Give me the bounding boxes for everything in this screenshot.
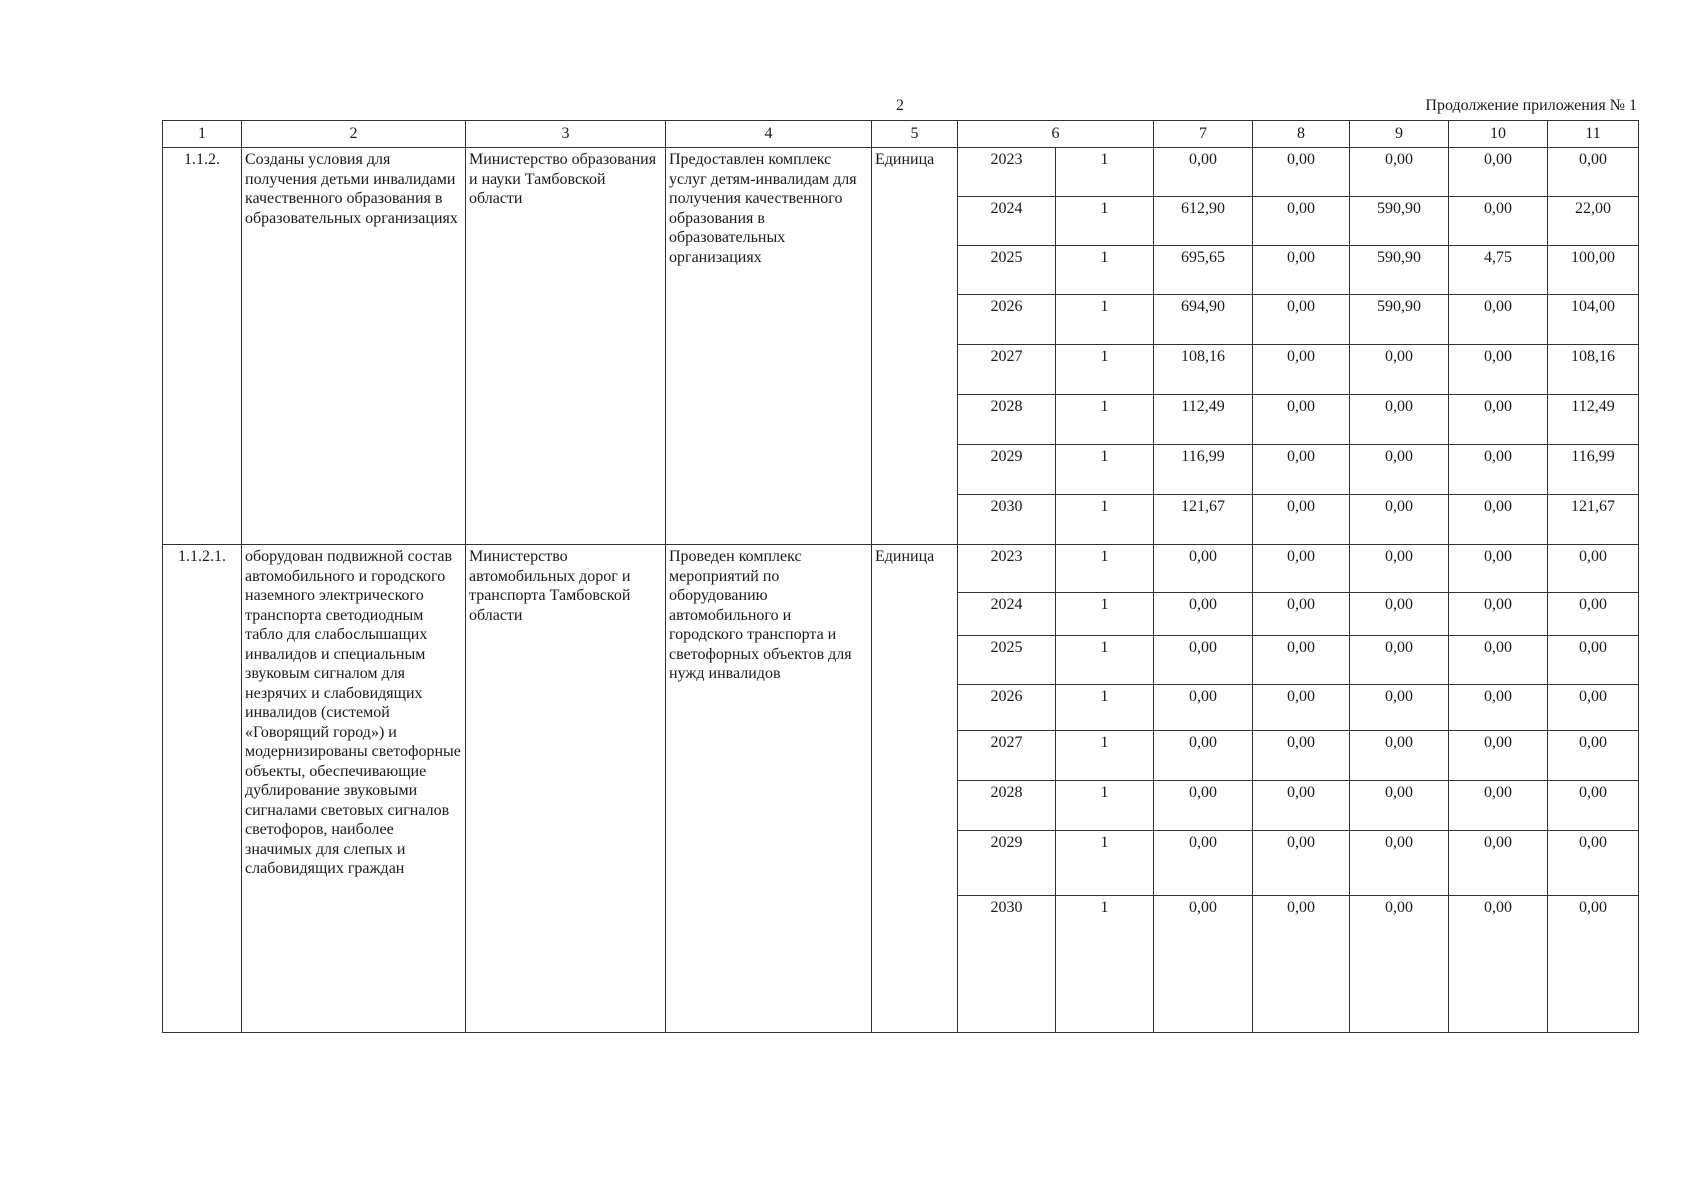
count-cell: 1 <box>1056 831 1154 896</box>
year-cell: 2025 <box>958 636 1056 685</box>
header-cell-9: 9 <box>1350 121 1449 148</box>
value-col-8: 0,00 <box>1253 593 1350 636</box>
table-row <box>163 545 1639 593</box>
value-col-7: 121,67 <box>1154 495 1253 545</box>
value-col-8: 0,00 <box>1253 345 1350 395</box>
item-unit: Единица <box>872 148 958 545</box>
value-col-8: 0,00 <box>1253 731 1350 781</box>
value-col-10: 0,00 <box>1449 495 1548 545</box>
value-col-9: 590,90 <box>1350 295 1449 345</box>
header-cell-6: 6 <box>958 121 1154 148</box>
item-result: Предоставлен комплекс услуг детям-инвалидам для получения качественного образования в образовательных организациях <box>666 148 872 545</box>
value-col-9: 0,00 <box>1350 148 1449 197</box>
year-cell: 2027 <box>958 345 1056 395</box>
value-col-11: 0,00 <box>1548 545 1639 593</box>
count-cell: 1 <box>1056 246 1154 295</box>
value-col-9: 0,00 <box>1350 395 1449 445</box>
value-col-10: 0,00 <box>1449 545 1548 593</box>
item-name: Созданы условия для получения детьми инвалидами качественного образования в образовательных организациях <box>242 148 466 545</box>
count-cell: 1 <box>1056 545 1154 593</box>
value-col-11: 104,00 <box>1548 295 1639 345</box>
header-cell-2: 2 <box>242 121 466 148</box>
value-col-8: 0,00 <box>1253 148 1350 197</box>
page-number: 2 <box>896 97 904 114</box>
value-col-9: 0,00 <box>1350 781 1449 831</box>
count-cell: 1 <box>1056 345 1154 395</box>
item-unit: Единица <box>872 545 958 1033</box>
value-col-11: 116,99 <box>1548 445 1639 495</box>
value-col-8: 0,00 <box>1253 495 1350 545</box>
count-cell: 1 <box>1056 495 1154 545</box>
value-col-10: 0,00 <box>1449 197 1548 246</box>
value-col-9: 0,00 <box>1350 445 1449 495</box>
value-col-11: 108,16 <box>1548 345 1639 395</box>
value-col-7: 112,49 <box>1154 395 1253 445</box>
value-col-10: 0,00 <box>1449 593 1548 636</box>
header-cell-4: 4 <box>666 121 872 148</box>
year-cell: 2029 <box>958 445 1056 495</box>
value-col-8: 0,00 <box>1253 685 1350 731</box>
year-cell: 2029 <box>958 831 1056 896</box>
header-cell-5: 5 <box>872 121 958 148</box>
value-col-11: 100,00 <box>1548 246 1639 295</box>
value-col-8: 0,00 <box>1253 246 1350 295</box>
year-cell: 2024 <box>958 593 1056 636</box>
value-col-9: 0,00 <box>1350 896 1449 1033</box>
value-col-10: 0,00 <box>1449 831 1548 896</box>
value-col-11: 112,49 <box>1548 395 1639 445</box>
continuation-note: Продолжение приложения № 1 <box>1425 97 1637 114</box>
value-col-8: 0,00 <box>1253 896 1350 1033</box>
year-cell: 2023 <box>958 545 1056 593</box>
year-cell: 2030 <box>958 896 1056 1033</box>
value-col-7: 0,00 <box>1154 685 1253 731</box>
count-cell: 1 <box>1056 896 1154 1033</box>
header-cell-3: 3 <box>466 121 666 148</box>
value-col-7: 116,99 <box>1154 445 1253 495</box>
value-col-11: 0,00 <box>1548 636 1639 685</box>
value-col-9: 0,00 <box>1350 731 1449 781</box>
value-col-9: 0,00 <box>1350 636 1449 685</box>
header-row <box>163 121 1639 148</box>
value-col-10: 0,00 <box>1449 685 1548 731</box>
value-col-11: 22,00 <box>1548 197 1639 246</box>
value-col-11: 0,00 <box>1548 593 1639 636</box>
header-cell-11: 11 <box>1548 121 1639 148</box>
count-cell: 1 <box>1056 593 1154 636</box>
value-col-7: 612,90 <box>1154 197 1253 246</box>
value-col-7: 0,00 <box>1154 896 1253 1033</box>
year-cell: 2028 <box>958 395 1056 445</box>
year-cell: 2026 <box>958 685 1056 731</box>
value-col-10: 0,00 <box>1449 345 1548 395</box>
value-col-10: 0,00 <box>1449 636 1548 685</box>
item-code: 1.1.2.1. <box>163 545 242 1033</box>
value-col-11: 0,00 <box>1548 896 1639 1033</box>
value-col-8: 0,00 <box>1253 295 1350 345</box>
header-cell-10: 10 <box>1449 121 1548 148</box>
header-cell-8: 8 <box>1253 121 1350 148</box>
value-col-10: 0,00 <box>1449 731 1548 781</box>
header-cell-1: 1 <box>163 121 242 148</box>
value-col-9: 590,90 <box>1350 246 1449 295</box>
value-col-10: 0,00 <box>1449 395 1548 445</box>
header-cell-7: 7 <box>1154 121 1253 148</box>
value-col-10: 0,00 <box>1449 781 1548 831</box>
item-result: Проведен комплекс мероприятий по оборудованию автомобильного и городского транспорта и светофорных объектов для нужд инвалидов <box>666 545 872 1033</box>
value-col-9: 0,00 <box>1350 495 1449 545</box>
count-cell: 1 <box>1056 731 1154 781</box>
count-cell: 1 <box>1056 781 1154 831</box>
value-col-11: 0,00 <box>1548 148 1639 197</box>
value-col-7: 0,00 <box>1154 781 1253 831</box>
count-cell: 1 <box>1056 148 1154 197</box>
value-col-11: 0,00 <box>1548 731 1639 781</box>
value-col-7: 0,00 <box>1154 148 1253 197</box>
count-cell: 1 <box>1056 636 1154 685</box>
value-col-10: 0,00 <box>1449 445 1548 495</box>
value-col-8: 0,00 <box>1253 545 1350 593</box>
value-col-9: 590,90 <box>1350 197 1449 246</box>
value-col-9: 0,00 <box>1350 593 1449 636</box>
value-col-9: 0,00 <box>1350 685 1449 731</box>
value-col-7: 694,90 <box>1154 295 1253 345</box>
value-col-11: 0,00 <box>1548 781 1639 831</box>
value-col-8: 0,00 <box>1253 636 1350 685</box>
value-col-11: 0,00 <box>1548 831 1639 896</box>
count-cell: 1 <box>1056 197 1154 246</box>
item-responsible: Министерство автомобильных дорог и транспорта Тамбовской области <box>466 545 666 1033</box>
value-col-7: 0,00 <box>1154 545 1253 593</box>
value-col-7: 695,65 <box>1154 246 1253 295</box>
year-cell: 2027 <box>958 731 1056 781</box>
count-cell: 1 <box>1056 445 1154 495</box>
year-cell: 2024 <box>958 197 1056 246</box>
value-col-7: 0,00 <box>1154 731 1253 781</box>
count-cell: 1 <box>1056 395 1154 445</box>
value-col-8: 0,00 <box>1253 445 1350 495</box>
value-col-7: 108,16 <box>1154 345 1253 395</box>
value-col-9: 0,00 <box>1350 545 1449 593</box>
year-cell: 2028 <box>958 781 1056 831</box>
value-col-8: 0,00 <box>1253 831 1350 896</box>
value-col-11: 121,67 <box>1548 495 1639 545</box>
value-col-10: 0,00 <box>1449 148 1548 197</box>
item-responsible: Министерство образования и науки Тамбовской области <box>466 148 666 545</box>
value-col-10: 0,00 <box>1449 896 1548 1033</box>
year-cell: 2023 <box>958 148 1056 197</box>
value-col-7: 0,00 <box>1154 636 1253 685</box>
value-col-7: 0,00 <box>1154 831 1253 896</box>
value-col-9: 0,00 <box>1350 831 1449 896</box>
year-cell: 2030 <box>958 495 1056 545</box>
count-cell: 1 <box>1056 685 1154 731</box>
program-table <box>162 120 1639 1033</box>
value-col-10: 0,00 <box>1449 295 1548 345</box>
item-code: 1.1.2. <box>163 148 242 545</box>
value-col-8: 0,00 <box>1253 197 1350 246</box>
value-col-9: 0,00 <box>1350 345 1449 395</box>
count-cell: 1 <box>1056 295 1154 345</box>
year-cell: 2026 <box>958 295 1056 345</box>
value-col-10: 4,75 <box>1449 246 1548 295</box>
value-col-7: 0,00 <box>1154 593 1253 636</box>
value-col-8: 0,00 <box>1253 781 1350 831</box>
value-col-8: 0,00 <box>1253 395 1350 445</box>
value-col-11: 0,00 <box>1548 685 1639 731</box>
table-row <box>163 148 1639 197</box>
year-cell: 2025 <box>958 246 1056 295</box>
item-name: оборудован подвижной состав автомобильного и городского наземного электрического транспорта светодиодным табло для слабослышащих инвалидов и специальным звуковым сигналом для незрячих и слабовидящих инвалидов (системой «Говорящий город») и модернизированы светофорные объекты, обеспечивающие дублирование звуковыми сигналами световых сигналов светофоров, наиболее значимых для слепых и слабовидящих граждан <box>242 545 466 1033</box>
